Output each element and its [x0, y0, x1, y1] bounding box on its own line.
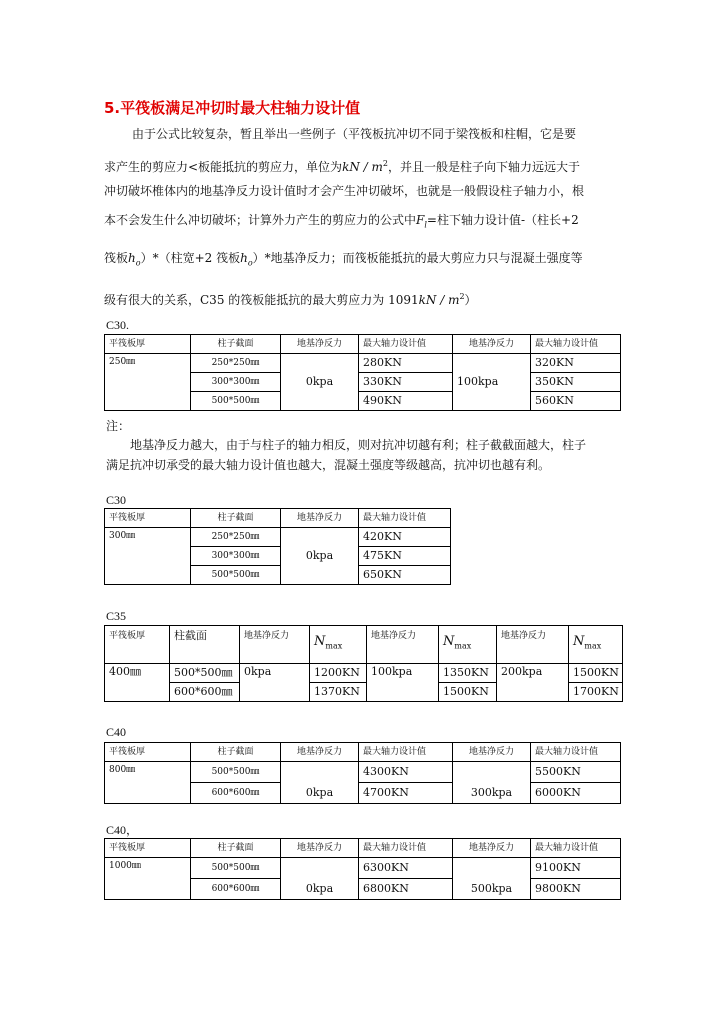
table-cell: 100kpa	[367, 664, 439, 702]
header-cell: 地基净反力	[453, 839, 531, 858]
table-cell: 250㎜	[105, 354, 191, 411]
table-cell: 560KN	[531, 392, 621, 411]
table-cell: 250*250㎜	[191, 354, 281, 373]
table-row	[105, 664, 623, 683]
table-cell: 0kpa	[281, 762, 359, 804]
header-cell: 平筏板厚	[105, 839, 191, 858]
table-cell: 500*500㎜	[191, 762, 281, 783]
table-cell: 500*500㎜	[170, 664, 240, 683]
table-header-row	[105, 509, 451, 528]
table-row	[105, 528, 451, 547]
header-cell: $N_{max}$	[439, 626, 497, 664]
table-c30-300	[104, 508, 451, 585]
header-cell: 平筏板厚	[105, 509, 191, 528]
table-cell: 1000㎜	[105, 858, 191, 900]
table-cell: 1200KN	[310, 664, 367, 683]
header-cell: $N_{max}$	[310, 626, 367, 664]
table-header-row	[105, 839, 621, 858]
table-row	[105, 762, 621, 783]
table-cell: 1350KN	[439, 664, 497, 683]
table-cell: 6300KN	[359, 858, 453, 879]
table-cell: 475KN	[359, 547, 451, 566]
header-cell: 最大轴力设计值	[531, 839, 621, 858]
table-cell: 280KN	[359, 354, 453, 373]
table-cell: 500kpa	[453, 858, 531, 900]
table-cell: 6000KN	[531, 783, 621, 804]
header-cell: 最大轴力设计值	[359, 743, 453, 762]
table-cell: 650KN	[359, 566, 451, 585]
table-row	[105, 354, 621, 373]
header-cell: 地基净反力	[453, 335, 531, 354]
table-cell: 400㎜	[105, 664, 170, 702]
header-cell: 最大轴力设计值	[531, 743, 621, 762]
table-cell: 500*500㎜	[191, 566, 281, 585]
header-cell: 柱截面	[170, 626, 240, 664]
table-header-row	[105, 335, 621, 354]
table-label: C35	[106, 609, 127, 623]
table-cell: 300*300㎜	[191, 373, 281, 392]
header-cell: 地基净反力	[367, 626, 439, 664]
table-cell: 6800KN	[359, 879, 453, 900]
note-line: 满足抗冲切承受的最大轴力设计值也越大，混凝土强度等级越高，抗冲切也越有利。	[106, 458, 551, 472]
header-cell: 平筏板厚	[105, 335, 191, 354]
header-cell: 平筏板厚	[105, 743, 191, 762]
note-title: 注：	[106, 419, 131, 433]
table-label: C40	[106, 725, 127, 739]
intro-line: 级有很大的关系，C35 的筏板能抵抗的最大剪应力为 $1091kN / m^2$）	[104, 292, 477, 307]
table-cell: 1700KN	[569, 683, 623, 702]
table-cell: 200kpa	[497, 664, 569, 702]
header-cell: 柱子截面	[191, 839, 281, 858]
intro-line: 由于公式比较复杂，暂且举出一些例子（平筏板抗冲切不同于梁筏板和柱帽，它是要	[132, 127, 577, 141]
table-c40-800	[104, 742, 621, 804]
table-c40-1000	[104, 838, 621, 900]
header-cell: 地基净反力	[281, 839, 359, 858]
header-cell: 地基净反力	[281, 335, 359, 354]
intro-line: 筏板$h_o)*$（柱宽+2 筏板$h_o)*$地基净反力；而筏板能抵抗的最大剪应力只与混凝土强度等	[104, 251, 583, 268]
header-cell: 柱子截面	[191, 335, 281, 354]
table-cell: 600*600㎜	[170, 683, 240, 702]
header-cell: 最大轴力设计值	[359, 335, 453, 354]
table-cell: 500*500㎜	[191, 392, 281, 411]
table-cell: 500*500㎜	[191, 858, 281, 879]
table-cell: 300㎜	[105, 528, 191, 585]
table-cell: 350KN	[531, 373, 621, 392]
header-cell: 柱子截面	[191, 509, 281, 528]
table-cell: 4700KN	[359, 783, 453, 804]
table-cell: 4300KN	[359, 762, 453, 783]
table-cell: 600*600㎜	[191, 879, 281, 900]
table-label: C30	[106, 493, 127, 507]
header-cell: 地基净反力	[497, 626, 569, 664]
table-cell: 300*300㎜	[191, 547, 281, 566]
table-cell: 1370KN	[310, 683, 367, 702]
table-cell: 0kpa	[240, 664, 310, 702]
table-cell: 300kpa	[453, 762, 531, 804]
table-label: C40，	[106, 823, 139, 837]
header-cell: 最大轴力设计值	[531, 335, 621, 354]
table-cell: 420KN	[359, 528, 451, 547]
table-cell: 0kpa	[281, 528, 359, 585]
table-cell: 9800KN	[531, 879, 621, 900]
table-cell: 0kpa	[281, 858, 359, 900]
header-cell: $N_{max}$	[569, 626, 623, 664]
header-cell: 柱子截面	[191, 743, 281, 762]
table-label: C30.	[106, 318, 130, 332]
header-cell: 地基净反力	[281, 509, 359, 528]
table-cell: 490KN	[359, 392, 453, 411]
table-cell: 1500KN	[439, 683, 497, 702]
table-cell: 0kpa	[281, 354, 359, 411]
table-cell: 9100KN	[531, 858, 621, 879]
header-cell: 最大轴力设计值	[359, 839, 453, 858]
table-c35-400	[104, 625, 623, 702]
intro-line: 冲切破坏椎体内的地基净反力设计值时才会产生冲切破坏，也就是一般假设柱子轴力小，根	[104, 184, 585, 198]
table-header-row	[105, 626, 623, 664]
header-cell: 地基净反力	[240, 626, 310, 664]
table-cell: 250*250㎜	[191, 528, 281, 547]
table-cell: 320KN	[531, 354, 621, 373]
intro-line: 求产生的剪应力<板能抵抗的剪应力，单位为kN / $m^2$，并且一般是柱子向下轴力远远大于	[104, 159, 580, 174]
note-line: 地基净反力越大，由于与柱子的轴力相反，则对抗冲切越有利；柱子截截面越大，柱子	[130, 438, 587, 452]
intro-line: 本不会发生什么冲切破坏；计算外力产生的剪应力的公式中$F_l=$柱下轴力设计值-（柱长+2	[104, 213, 579, 230]
table-cell: 800㎜	[105, 762, 191, 804]
table-cell: 330KN	[359, 373, 453, 392]
table-cell: 600*600㎜	[191, 783, 281, 804]
table-cell: 5500KN	[531, 762, 621, 783]
table-cell: 100kpa	[453, 354, 531, 411]
table-row	[105, 858, 621, 879]
table-header-row	[105, 743, 621, 762]
header-cell: 地基净反力	[281, 743, 359, 762]
header-cell: 平筏板厚	[105, 626, 170, 664]
table-c30-250	[104, 334, 621, 411]
header-cell: 地基净反力	[453, 743, 531, 762]
table-cell: 1500KN	[569, 664, 623, 683]
section-heading: 5.平筏板满足冲切时最大柱轴力设计值	[104, 99, 361, 117]
header-cell: 最大轴力设计值	[359, 509, 451, 528]
